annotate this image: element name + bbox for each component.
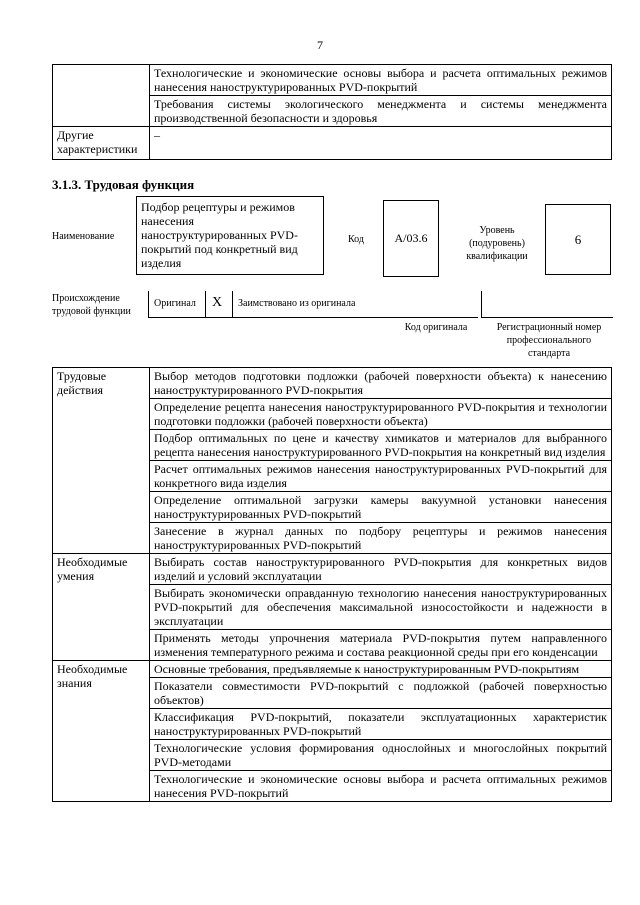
table-cell: Классификация PVD-покрытий, показатели эксплуатационных характеристик наноструктурированных PVD-покрытий — [150, 709, 612, 740]
continuation-table — [52, 64, 612, 160]
table-row — [53, 127, 612, 160]
table-cell: Выбор методов подготовки подложки (рабочей поверхности объекта) к нанесению наноструктурированного PVD-покрытия — [150, 368, 612, 399]
level-label: Уровень (подуровень) квалификации — [466, 225, 528, 262]
original-code-field — [394, 291, 478, 318]
table-cell: Выбирать состав наноструктурированного PVD-покрытия для конкретных видов изделий и условий эксплуатации — [150, 554, 612, 585]
table-cell: Расчет оптимальных режимов нанесения наноструктурированных PVD-покрытий для конкретного вида изделия — [150, 461, 612, 492]
code-original-caption: Код оригинала — [404, 322, 468, 333]
other-characteristics-label: Другие характеристики — [53, 127, 150, 160]
code-box: А/03.6 — [383, 200, 439, 277]
table-cell: Определение оптимальной загрузки камеры вакуумной установки нанесения наноструктурированных PVD-покрытий — [150, 492, 612, 523]
table-cell: Показатели совместимости PVD-покрытий с подложкой (рабочей поверхностью объектов) — [150, 678, 612, 709]
table-row — [53, 661, 612, 678]
table-cell: Технологические условия формирования однослойных и многослойных покрытий PVD-методами — [150, 740, 612, 771]
table-row — [53, 554, 612, 585]
table-row — [53, 65, 612, 96]
table-cell: Выбирать экономически оправданную технологию нанесения наноструктурированных PVD-покрытий для обеспечения максимальной износостойкости и надежности в эксплуатации — [150, 585, 612, 630]
original-label: Оригинал — [154, 298, 196, 309]
table-cell: Основные требования, предъявляемые к наноструктурированным PVD-покрытиям — [150, 661, 612, 678]
table-cell: Технологические и экономические основы выбора и расчета оптимальных режимов нанесения PVD-покрытий — [150, 771, 612, 802]
table-cell: Технологические и экономические основы выбора и расчета оптимальных режимов нанесения наноструктурированных PVD-покрытий — [150, 65, 612, 96]
table-cell: Определение рецепта нанесения наноструктурированного PVD-покрытия и технологии подготовки подложки (рабочей поверхности объекта) — [150, 399, 612, 430]
divider — [205, 291, 206, 317]
category-required-skills: Необходимые умения — [53, 554, 150, 661]
registration-number-field — [481, 291, 613, 318]
category-required-knowledge: Необходимые знания — [53, 661, 150, 802]
function-name-box: Подбор рецептуры и режимов нанесения наноструктурированных PVD-покрытий под конкретный вид изделия — [136, 196, 324, 275]
name-label: Наименование — [52, 231, 115, 242]
divider — [232, 291, 233, 317]
original-mark: X — [212, 295, 223, 310]
table-cell: Требования системы экологического менеджмента и системы менеджмента производственной безопасности и здоровья — [150, 96, 612, 127]
main-table — [52, 367, 612, 802]
empty-cell — [53, 65, 150, 127]
code-label: Код — [348, 234, 364, 245]
page-number: 7 — [317, 38, 323, 52]
section-title: 3.1.3. Трудовая функция — [52, 177, 195, 192]
table-cell: Применять методы упрочнения материала PVD-покрытия путем направленного изменения температурного режима и состава реакционной среды при его конденсации — [150, 630, 612, 661]
category-labor-actions: Трудовые действия — [53, 368, 150, 554]
origin-label: Происхождение трудовой функции — [52, 293, 131, 317]
table-row — [53, 368, 612, 399]
registration-number-caption: Регистрационный номер профессионального стандарта — [496, 322, 602, 359]
level-box: 6 — [545, 204, 611, 275]
other-characteristics-value: – — [150, 127, 612, 160]
table-cell: Занесение в журнал данных по подбору рецептуры и режимов нанесения наноструктурированных PVD-покрытий — [150, 523, 612, 554]
borrowed-label: Заимствовано из оригинала — [238, 298, 356, 309]
table-cell: Подбор оптимальных по цене и качеству химикатов и материалов для выбранного рецепта нанесения наноструктурированного PVD-покрытия на конкретный вид изделия — [150, 430, 612, 461]
